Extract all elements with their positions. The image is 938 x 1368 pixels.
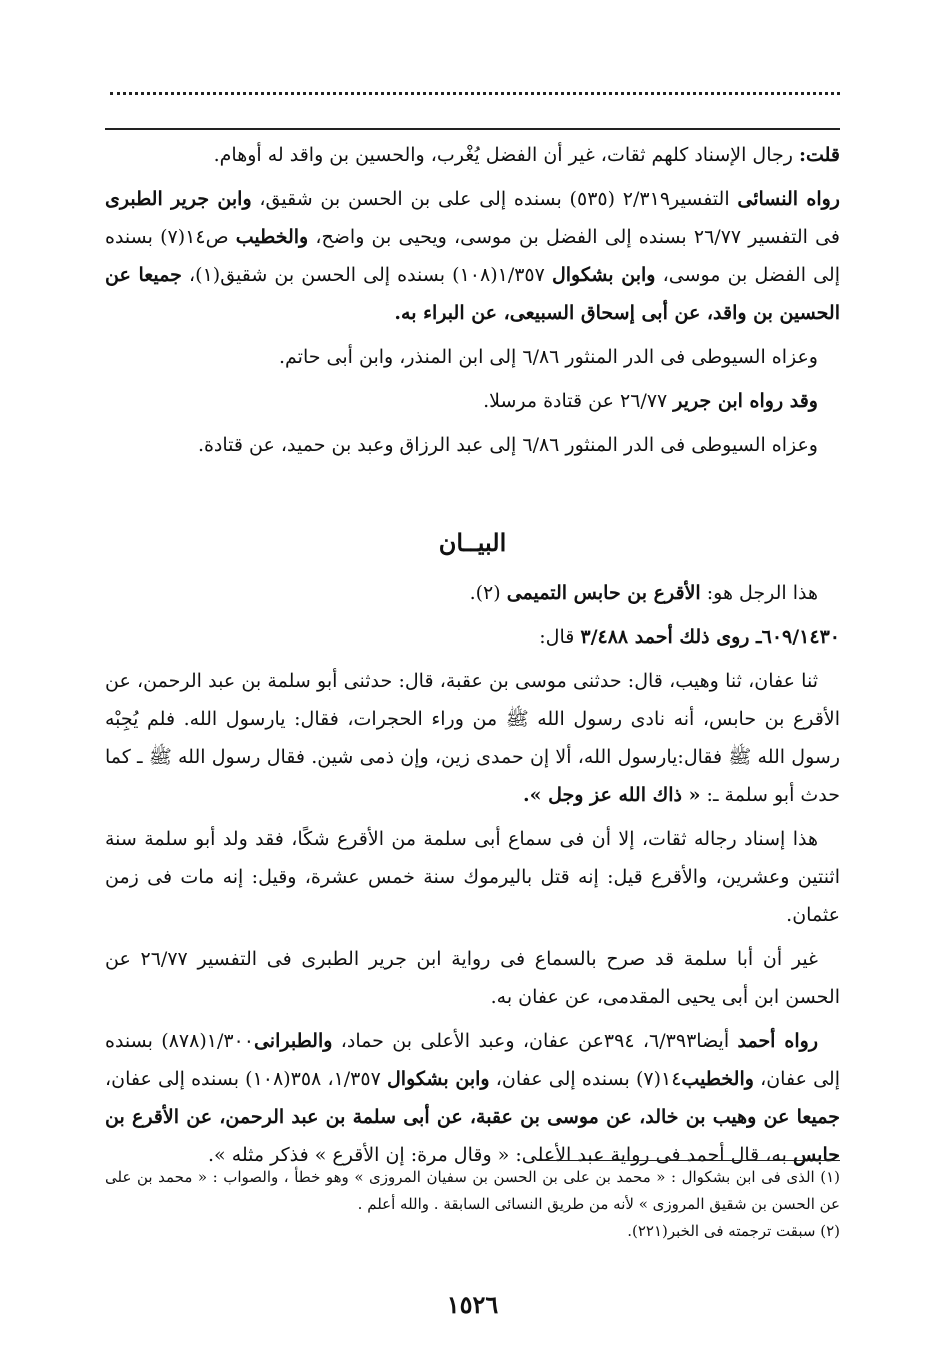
text: به، قال أحمد فى رواية عبد الأعلى: « وقال مرة: إن الأقرع » فذكر مثله ».	[208, 1144, 793, 1166]
bold-text: وابن بشكوال	[551, 264, 656, 286]
section-title: البيــان	[438, 528, 507, 557]
paragraph: غير أن أبا سلمة قد صرح بالسماع فى رواية ابن جرير الطبرى فى التفسير ٢٦/٧٧ عن الحسن ابن أبى يحيى المقدمى، عن عفان به.	[105, 948, 840, 1008]
text: فى التفسير ٢٦/٧٧ بسنده إلى الفضل بن موسى، ويحيى بن واضح،	[308, 226, 840, 248]
takhrij-block	[105, 136, 840, 470]
bold-text: وابن بشكوال	[387, 1068, 490, 1090]
paragraph	[105, 136, 840, 174]
footnotes	[105, 1164, 840, 1245]
bayan-block	[105, 574, 840, 1180]
bold-text: رواه أحمد	[737, 1030, 818, 1052]
bold-text: والخطيب	[235, 226, 309, 248]
text: هذا الرجل هو:	[700, 582, 818, 604]
bold-text: « ذاك الله عز وجل ».	[522, 784, 701, 806]
bold-text: جميعا عن وهيب بن خالد، عن موسى بن عقبة، عن أبى سلمة بن عبد الرحمن، عن الأقرع بن حابس	[105, 1106, 840, 1166]
bold-text: والطبرانى	[253, 1030, 333, 1052]
text: ٢٦/٧٧ عن قتادة مرسلا.	[483, 390, 674, 412]
text: رجال الإسناد كلهم ثقات، غير أن الفضل يُغْرب، والحسين بن واقد له أوهام.	[213, 144, 799, 166]
paragraph	[105, 574, 840, 612]
text: أيضا٦/٣٩٣، ٣٩٤عن عفان، وعبد الأعلى بن حماد،	[332, 1030, 738, 1052]
paragraph	[105, 180, 840, 332]
header-dotted-line	[110, 92, 840, 101]
footnote: (٢) سبقت ترجمته فى الخبر(٢٢١).	[627, 1222, 840, 1240]
paragraph	[105, 618, 840, 656]
text: ١/٣٥٧(١٠٨) بسنده إلى الحسن بن شقيق(١)،	[181, 264, 552, 286]
bold-text: جميعا عن الحسين بن واقد، عن أبى إسحاق السبيعى، عن البراء به.	[105, 264, 840, 324]
paragraph	[105, 1022, 840, 1174]
text: التفسير٢/٣١٩ (٥٣٥) بسنده إلى على بن الحسن بن شقيق،	[251, 188, 738, 210]
bold-text: ٦٠٩/١٤٣٠ـ روى ذلك أحمد ٣/٤٨٨	[580, 626, 840, 648]
page-number: ١٥٢٦	[446, 1290, 499, 1319]
bold-text: الأقرع بن حابس التميمى	[506, 582, 701, 604]
paragraph	[105, 662, 840, 814]
header-rule	[105, 128, 840, 130]
bold-text: قلت:	[798, 144, 840, 166]
footnote: (١) الذى فى ابن بشكوال : « محمد بن على بن الحسن بن سفيان المروزى » وهو خطأ ، والصواب : « محمد بن على عن الحسن بن شقيق المروزى » لأنه من طريق النسائى السابقة . والله أعلم .	[105, 1168, 840, 1213]
bold-text: والخطيب	[681, 1068, 754, 1090]
footnote-rule	[540, 1160, 840, 1161]
paragraph	[105, 382, 840, 420]
text: قال:	[539, 626, 581, 648]
paragraph: وعزاه السيوطى فى الدر المنثور ٦/٨٦ إلى ابن المنذر، وابن أبى حاتم.	[279, 346, 818, 368]
text: ١/٣٠٠(٨٧٨) بسنده إلى عفان،	[105, 1030, 840, 1090]
text: ص١٤(٧) بسنده إلى الفضل بن موسى،	[105, 226, 840, 286]
bold-text: رواه النسائى	[737, 188, 840, 210]
bold-text: وقد رواه ابن جرير	[673, 390, 818, 412]
text: ثنا عفان، ثنا وهيب، قال: حدثنى موسى بن عقبة، قال: حدثنى أبو سلمة بن عبد الرحمن، عن الأقرع بن حابس، أنه نادى رسول الله ﷺ من وراء الحجرات، فقال: يارسول الله. فلم يُجِبْه رسول الله ﷺ فقال:يارسول الله، ألا إن حمدى زين، وإن ذمى شين. فقال رسول الله ﷺ ـ كما حدث أبو سلمة ـ:	[105, 670, 840, 806]
text: ١/٣٥٧، ٣٥٨(١٠٨) بسنده إلى عفان،	[105, 1068, 387, 1090]
bold-text: وابن جرير الطبرى	[105, 188, 252, 210]
text: (٢).	[469, 582, 507, 604]
text: ١٤(٧) بسنده إلى عفان،	[489, 1068, 682, 1090]
paragraph: وعزاه السيوطى فى الدر المنثور ٦/٨٦ إلى عبد الرزاق وعبد بن حميد، عن قتادة.	[197, 434, 818, 456]
paragraph: هذا إسناد رجاله ثقات، إلا أن فى سماع أبى سلمة من الأقرع شكًا، فقد ولد أبو سلمة سنة اثنتين وعشرين، والأقرع قيل: إنه قتل باليرموك سنة خمس عشرة، وقيل: إنه مات فى زمن عثمان.	[105, 828, 840, 926]
